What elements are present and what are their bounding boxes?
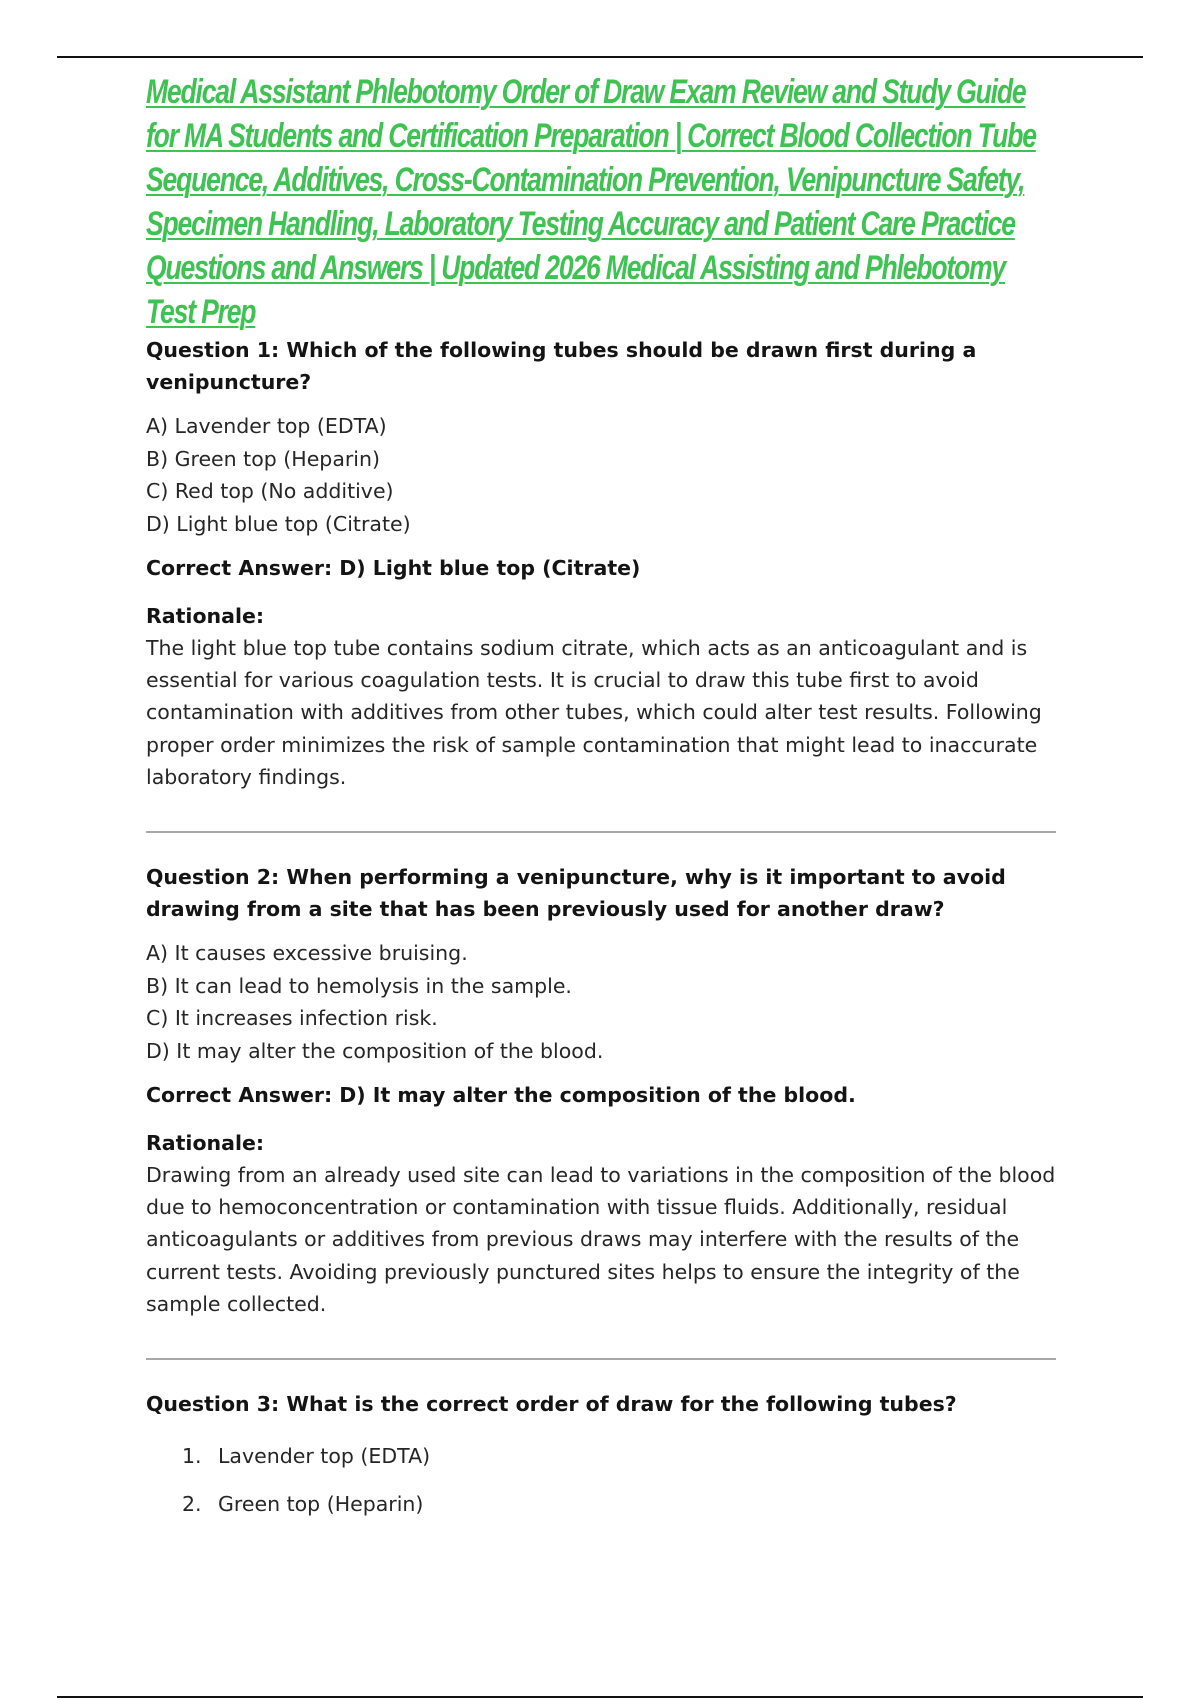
option-b: B) Green top (Heparin) — [146, 446, 380, 471]
question-2-text: Question 2: When performing a venipuncture, why is it important to avoid drawing from a site that has been previously used for another draw? — [146, 865, 1006, 922]
question-3-text: Question 3: What is the correct order of draw for the following tubes? — [146, 1392, 957, 1417]
question-2-rationale-label: Rationale: — [146, 1131, 265, 1156]
page-content — [146, 70, 1056, 1528]
page-bottom-rule — [57, 1696, 1143, 1698]
question-2-rationale-text: Drawing from an already used site can lead to variations in the composition of the blood due to hemoconcentration or contamination with tissue fluids. Additionally, residual anticoagulants or additives from previous draws may interfere with the results of the current tests. Avoiding previously punctured sites helps to ensure the integrity of the sample collected. — [146, 1163, 1056, 1316]
list-item-text: Lavender top (EDTA) — [218, 1444, 431, 1469]
question-block-3 — [146, 1388, 1056, 1528]
list-item-number: 2. — [182, 1492, 202, 1517]
page-top-rule — [57, 56, 1143, 58]
question-1-rationale-text: The light blue top tube contains sodium citrate, which acts as an anticoagulant and is essential for various coagulation tests. It is crucial to draw this tube first to avoid contamination with additives from other tubes, which could alter test results. Following proper order minimizes the risk of sample contamination that might lead to inaccurate laboratory findings. — [146, 636, 1042, 789]
question-1-text: Question 1: Which of the following tubes should be drawn first during a venipuncture? — [146, 338, 977, 394]
list-item-number: 1. — [182, 1444, 202, 1469]
question-2-options — [146, 937, 1056, 1067]
question-2-answer: Correct Answer: D) It may alter the composition of the blood. — [146, 1083, 856, 1108]
question-block-2 — [146, 861, 1056, 1320]
option-c: C) Red top (No additive) — [146, 479, 394, 503]
option-a: A) Lavender top (EDTA) — [146, 414, 387, 438]
option-d: D) Light blue top (Citrate) — [146, 511, 411, 536]
list-item-text: Green top (Heparin) — [218, 1492, 424, 1517]
list-item — [182, 1432, 1056, 1480]
title-block — [146, 70, 1056, 334]
section-divider — [146, 1358, 1056, 1360]
question-1-answer: Correct Answer: D) Light blue top (Citrate) — [146, 556, 641, 580]
option-c: C) It increases infection risk. — [146, 1006, 438, 1031]
question-block-1 — [146, 334, 1056, 793]
question-1-rationale-label: Rationale: — [146, 604, 265, 628]
section-divider — [146, 831, 1056, 833]
list-item — [182, 1480, 1056, 1528]
question-3-list — [146, 1432, 1056, 1528]
option-a: A) It causes excessive bruising. — [146, 941, 468, 966]
option-d: D) It may alter the composition of the blood. — [146, 1038, 604, 1063]
option-b: B) It can lead to hemolysis in the sample. — [146, 973, 572, 998]
document-title[interactable]: Medical Assistant Phlebotomy Order of Draw Exam Review and Study Guide for MA Students and Certification Preparation | Correct Blood Collection Tube Sequence, Additives, Cross-Contamination Prevention, Venipuncture Safety, Specimen Handling, Laboratory Testing Accuracy and Patient Care Practice Questions and Answers | Updated 2026 Medical Assisting and Phlebotomy Test Prep — [146, 73, 1036, 331]
question-1-options — [146, 410, 1056, 540]
